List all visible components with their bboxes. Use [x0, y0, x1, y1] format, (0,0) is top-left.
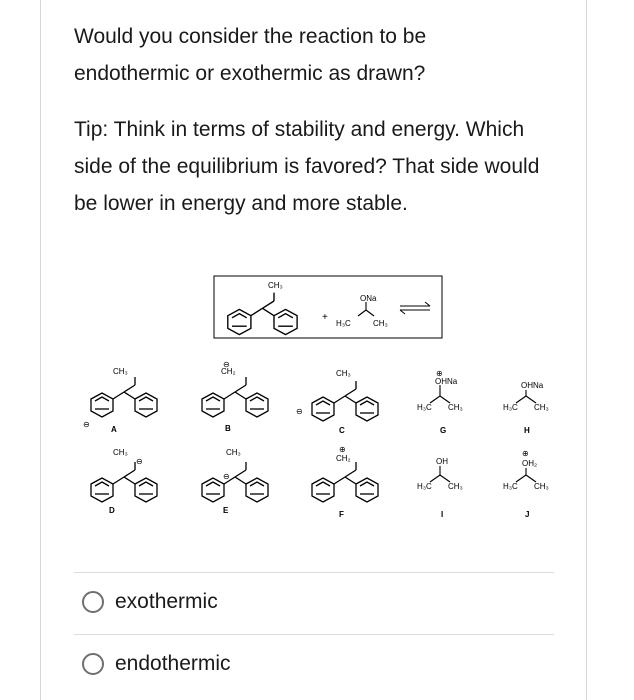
plus-sign: +	[322, 312, 328, 323]
question-text: Would you consider the reaction to be endothermic or exothermic as drawn?	[74, 25, 427, 85]
structure-d-letter: D	[109, 506, 115, 515]
structure-a-label: CH₃	[113, 367, 128, 376]
reactant-substituent: CH₃	[268, 281, 283, 290]
structure-e-charge: ⊖	[223, 472, 230, 481]
structure-i-right: CH₃	[448, 482, 463, 491]
structure-h-left: H₃C	[503, 403, 518, 412]
radio-endothermic[interactable]	[82, 653, 104, 675]
alkoxide-top-label: ONa	[360, 294, 377, 303]
structure-g-left: H₃C	[417, 403, 432, 412]
option-endothermic[interactable]	[82, 652, 231, 676]
structure-j-left: H₃C	[503, 482, 518, 491]
structure-c-letter: C	[339, 426, 345, 435]
structure-h-letter: H	[524, 426, 530, 435]
structure-i-letter: I	[441, 510, 444, 519]
structure-b-charge: ⊖	[223, 360, 230, 369]
structure-e-label: CH₃	[226, 448, 241, 457]
structure-d-label: CH₃	[113, 448, 128, 457]
options-divider-top	[74, 572, 554, 573]
option-endothermic-label: endothermic	[115, 652, 231, 675]
structure-g-charge: ⊕	[436, 369, 443, 378]
structure-a-charge: ⊖	[83, 420, 90, 429]
reaction-box	[214, 276, 442, 338]
structure-j-right: CH₃	[534, 482, 549, 491]
structure-f-charge: ⊕	[339, 445, 346, 454]
structure-a-letter: A	[111, 425, 117, 434]
structure-b-label: CH₂	[221, 367, 236, 376]
option-exothermic-label: exothermic	[115, 590, 218, 613]
option-exothermic[interactable]	[82, 590, 218, 614]
radio-exothermic[interactable]	[82, 591, 104, 613]
structure-h-right: CH₃	[534, 403, 549, 412]
structure-j-letter: J	[525, 510, 530, 519]
equilibrium-arrows	[400, 302, 430, 314]
structure-g-top: OHNa	[435, 377, 458, 386]
structure-j-top: OH₂	[522, 459, 538, 468]
structure-f-label: CH₂	[336, 454, 351, 463]
alkoxide-right-label: CH₃	[373, 319, 388, 328]
structure-d-charge: ⊖	[136, 457, 143, 466]
options-divider-middle	[74, 634, 554, 635]
reaction-figure	[60, 270, 580, 530]
tip-text: Tip: Think in terms of stability and energy. Which side of the equilibrium is favored? That side would be lower in energy and more stable.	[74, 118, 540, 215]
alkoxide-left-label: H₃C	[336, 319, 351, 328]
structure-h-top: OHNa	[521, 381, 544, 390]
structure-e-letter: E	[223, 506, 229, 515]
structure-c-charge: ⊖	[296, 407, 303, 416]
structure-i-left: H₃C	[417, 482, 432, 491]
structure-i-top: OH	[436, 457, 448, 466]
structure-f-letter: F	[339, 510, 344, 519]
structure-g-letter: G	[440, 426, 447, 435]
structure-j-charge: ⊕	[522, 449, 529, 458]
structure-c-label: CH₃	[336, 369, 351, 378]
structure-g-right: CH₃	[448, 403, 463, 412]
structure-b-letter: B	[225, 424, 231, 433]
